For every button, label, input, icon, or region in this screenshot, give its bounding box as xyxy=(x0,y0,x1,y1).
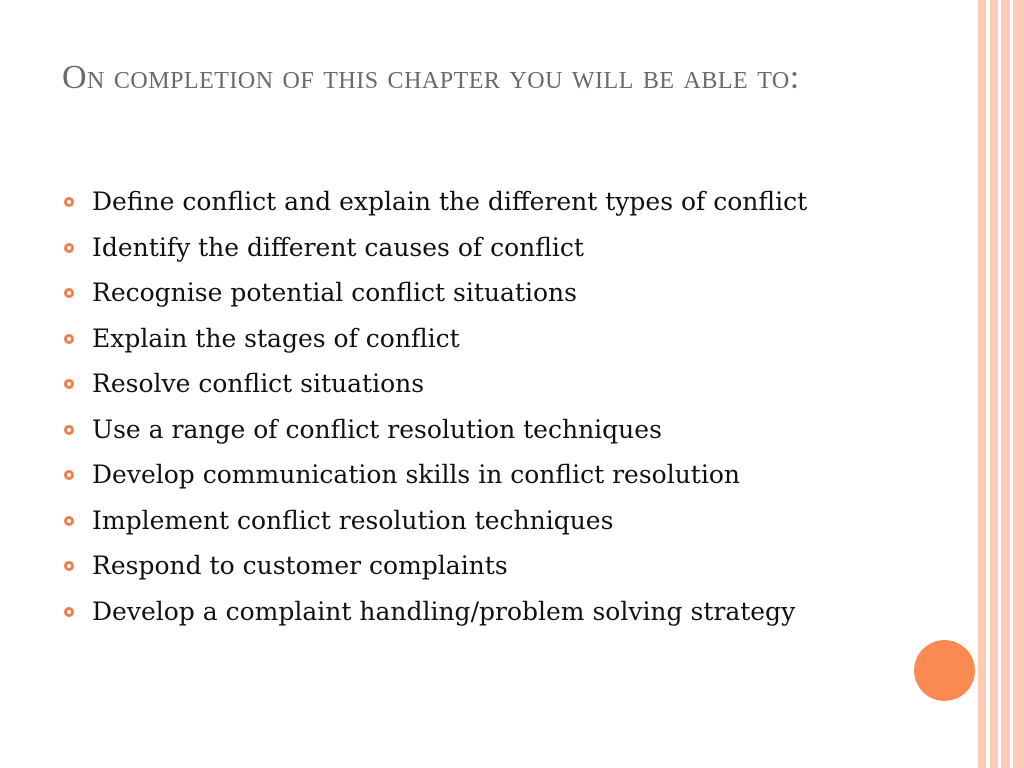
bullet-item xyxy=(62,547,862,585)
ring-bullet-icon xyxy=(64,607,74,617)
bullet-list xyxy=(62,183,862,638)
ring-bullet-icon xyxy=(64,425,74,435)
ring-bullet-icon xyxy=(64,470,74,480)
ring-bullet-icon xyxy=(64,288,74,298)
bullet-text: Implement conflict resolution techniques xyxy=(92,505,614,535)
ring-bullet-icon xyxy=(64,379,74,389)
orange-circle-decoration xyxy=(914,640,975,701)
bullet-text: Resolve conflict situations xyxy=(92,369,425,398)
decorative-stripe xyxy=(1013,0,1024,768)
bullet-item xyxy=(62,274,862,312)
bullet-text: Explain the stages of conflict xyxy=(92,323,460,353)
bullet-item xyxy=(62,593,862,631)
ring-bullet-icon xyxy=(64,561,74,571)
ring-bullet-icon xyxy=(64,516,74,526)
bullet-text: Recognise potential conflict situations xyxy=(92,278,577,307)
decorative-stripe xyxy=(990,0,998,768)
slide-title: On completion of this chapter you will be able to: xyxy=(62,59,800,96)
bullet-item xyxy=(62,183,862,221)
bullet-item xyxy=(62,456,862,494)
bullet-text: Identify the different causes of conflict xyxy=(92,232,584,262)
ring-bullet-icon xyxy=(64,243,74,253)
bullet-text: Respond to customer complaints xyxy=(92,551,508,580)
bullet-item xyxy=(62,320,862,358)
decorative-stripe xyxy=(978,0,986,768)
bullet-item xyxy=(62,502,862,540)
decorative-stripe xyxy=(1001,0,1010,768)
ring-bullet-icon xyxy=(64,197,74,207)
bullet-item xyxy=(62,229,862,267)
bullet-item xyxy=(62,411,862,449)
bullet-text: Use a range of conflict resolution techniques xyxy=(92,414,662,444)
bullet-item xyxy=(62,365,862,403)
bullet-text: Develop a complaint handling/problem solving strategy xyxy=(92,596,796,626)
bullet-text: Define conflict and explain the different types of conflict xyxy=(92,187,808,216)
bullet-text: Develop communication skills in conflict resolution xyxy=(92,460,740,489)
ring-bullet-icon xyxy=(64,334,74,344)
